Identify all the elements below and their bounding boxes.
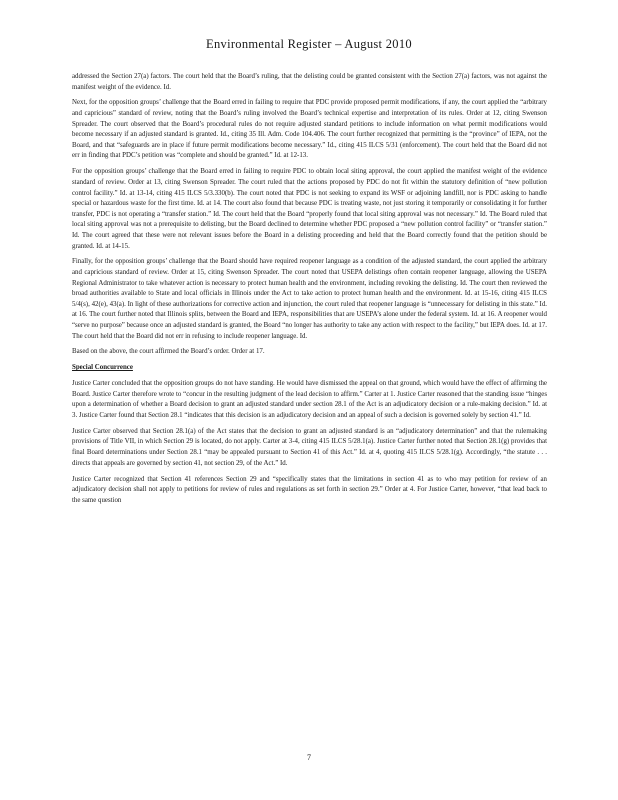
body-text xyxy=(72,72,547,512)
paragraph: Based on the above, the court affirmed the Board’s order. Order at 17. xyxy=(72,348,265,356)
paragraph: For the opposition groups’ challenge that the Board erred in failing to require PDC to obtain local siting approval, the court applied the manifest weight of the evidence standard of review. Order at 13, citing Swenson Spreader. The court ruled that the actions proposed by PDC do not fit within the statutory definition of “new pollution control facility.” Id. at 13-14, citing 415 ILCS 5/3.330(b). The court noted that PDC is not seeking to expand its WSF or adjoining landfill, nor is PDC asking to handle special or hazardous waste for the first time. Id. at 14. The court also found that because PDC is treating waste, not just storing it temporarily or consolidating it for further transfer, PDC is not operating a “transfer station.” Id. The court held that the Board “properly found that local siting approval was not necessary.” Id. The Board ruled that local siting approval was not a prerequisite to delisting, but the Board declined to determine whether PDC proposed a “new pollution control facility” or “transfer station.” Id. The court agreed that these were not relevant issues before the Board in a delisting proceeding and held that the Board correctly found that the petition should be granted. Id. at 14-15. xyxy=(72,168,547,250)
paragraph: Next, for the opposition groups’ challenge that the Board erred in failing to require that PDC provide proposed permit modifications, if any, the court applied the “arbitrary and capricious” standard of review, noting that the Board’s ruling involved the Board’s technical expertise and interpretation of its rules. Order at 12, citing Swenson Spreader. The court observed that the Board’s procedural rules do not require adjusted standard petitions to include information on what permit modifications would become necessary if an adjusted standard is granted. Id., citing 35 Ill. Adm. Code 104.406. The court further recognized that permitting is the “province” of IEPA, not the Board, and that “safeguards are in place if future permit modifications become necessary.” Id., citing 415 ILCS 5/31 (enforcement). The court held that the Board did not err in finding that PDC’s petition was “complete and should be granted.” Id. at 12-13. xyxy=(72,99,547,160)
paragraph: Justice Carter recognized that Section 41 references Section 29 and “specifically states that the limitations in section 41 as to who may petition for review of an adjudicatory decision shall not apply to petitions for review of rules and regulations as set forth in section 29.” Order at 4. For Justice Carter, however, “that lead back to the same question xyxy=(72,475,547,504)
paragraph: Justice Carter concluded that the opposition groups do not have standing. He would have dismissed the appeal on that ground, which would have the effect of affirming the Board. Justice Carter therefore wrote to “concur in the resulting judgment of the lead decision to affirm.” Carter at 1. Justice Carter reasoned that the standing issue “hinges upon a determination of whether a Board decision to grant an adjusted standard under section 28.1 of the Act is an adjudicatory decision or a rule-making decision.” Id. at 3. Justice Carter found that Section 28.1 “indicates that this decision is an adjudicatory decision and an appeal of such a decision is governed solely by section 41.” Id. xyxy=(72,380,547,419)
page-number: 7 xyxy=(307,753,311,762)
section-heading: Special Concurrence xyxy=(72,364,133,372)
running-header: Environmental Register – August 2010 xyxy=(206,37,412,51)
paragraph: Justice Carter observed that Section 28.1(a) of the Act states that the decision to grant an adjusted standard is an “adjudicatory determination” and that the rulemaking provisions of Title VII, in which Section 29 is located, do not apply. Carter at 3-4, citing 415 ILCS 5/28.1(a). Justice Carter further noted that Section 28.1(g) provides that final Board determinations under Section 28.1 “may be appealed pursuant to Section 41 of this Act.” Id. at 4, quoting 415 ILCS 5/28.1(g). Accordingly, “the statute . . . directs that appeals are governed by section 41, not section 29, of the Act.” Id. xyxy=(72,427,547,467)
paragraph: addressed the Section 27(a) factors. The court held that the Board’s ruling, that the delisting could be granted consistent with the Section 27(a) factors, was not against the manifest weight of the evidence. Id. xyxy=(72,73,547,91)
paragraph: Finally, for the opposition groups’ challenge that the Board should have required reopener language as a condition of the adjusted standard, the court applied the arbitrary and capricious standard of review. Order at 15, citing Swenson Spreader. The court noted that USEPA delistings often contain reopener language, allowing the USEPA Regional Administrator to take whatever action is necessary to protect human health and the environment, including revoking the delisting. Id. The court then reviewed the broad authorities available to State and local officials in Illinois under the Act to take action to protect human health and the environment. Id. at 15-16, citing 415 ILCS 5/4(s), 42(e), 43(a). In light of these authorizations for corrective action and injunction, the court ruled that reopener language is “unnecessary for delisting in this state.” Id. at 16. The court further noted that Illinois splits, between the Board and IEPA, responsibilities that are USEPA’s alone under the federal system. Id. at 16. A reopener would “serve no purpose” because once an adjusted standard is granted, the Board “no longer has authority to take any action with respect to the facility,” but IEPA does. Id. at 17. The court held that the Board did not err in refusing to include reopener language. Id. xyxy=(72,258,547,340)
